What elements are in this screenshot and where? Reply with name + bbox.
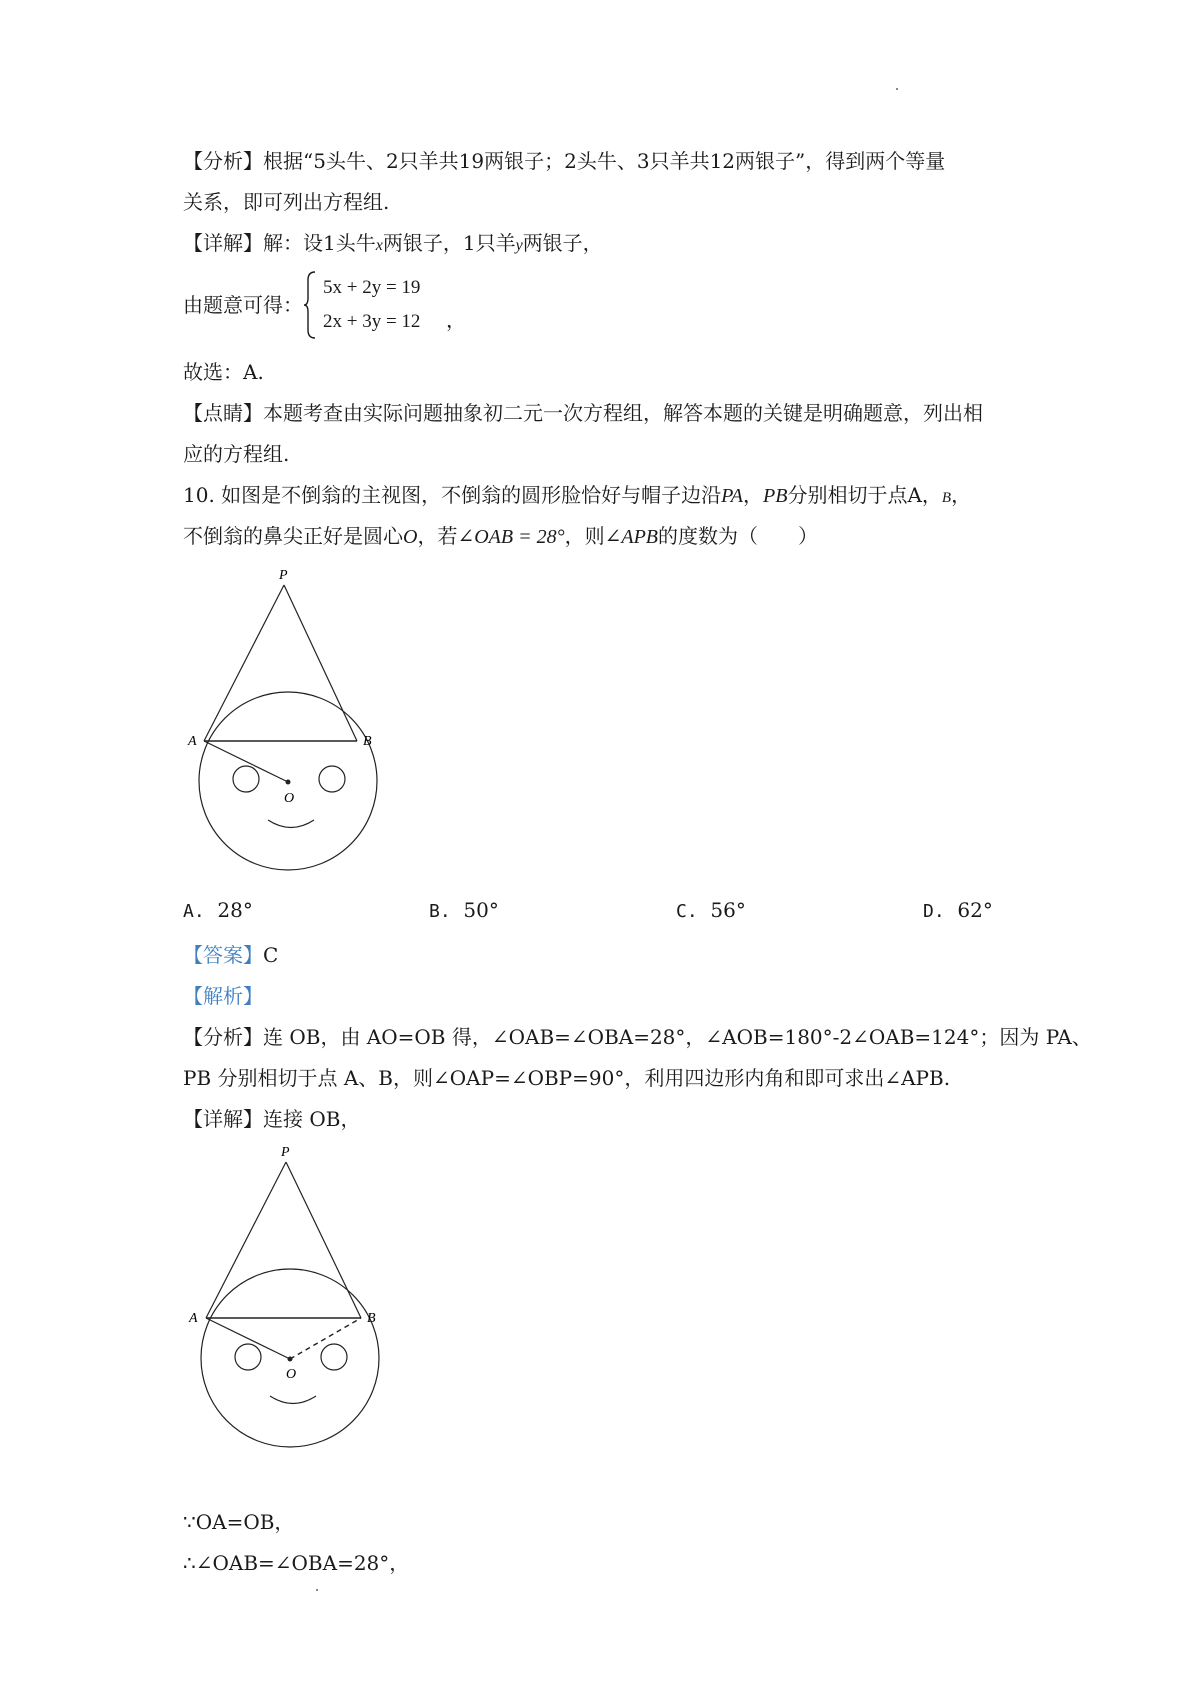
option-letter: D. (923, 901, 945, 922)
var-y: y (515, 237, 523, 254)
detail-text: 解：设1头牛 (263, 231, 376, 255)
question-sep: ， (951, 483, 972, 507)
tumbler-figure (180, 565, 400, 905)
equation-2: 2x + 3y = 12 (323, 311, 421, 332)
option-value: 50° (463, 898, 499, 922)
option-value: 56° (710, 898, 746, 922)
explanation-line (183, 982, 263, 1010)
option-letter: B. (429, 901, 451, 922)
detail-tag: 【详解】 (183, 231, 263, 255)
analysis2-text: 连 OB，由 AO=OB 得，∠OAB=∠OBA=28°，∠AOB=180°-2∠OAB=124°；因为 PA、 (263, 1025, 1092, 1049)
option-b[interactable] (429, 898, 499, 922)
option-a[interactable] (183, 898, 253, 922)
detail-text: 两银子， (522, 231, 603, 255)
question-line-2 (183, 522, 818, 551)
question-text: 不倒翁的鼻尖正好是圆心 (183, 524, 403, 548)
label-a: A (189, 1311, 198, 1326)
explanation-tag: 【解析】 (183, 984, 263, 1008)
analysis-tag: 【分析】 (183, 149, 263, 173)
answer-options (183, 898, 1083, 928)
var-x: x (375, 237, 383, 254)
step-line-2 (183, 1549, 409, 1577)
option-c[interactable] (676, 898, 746, 922)
point-o: O (403, 526, 418, 548)
equation-system (183, 270, 503, 340)
segment-pb: PB (763, 485, 788, 507)
question-text: 分别相切于点A， (787, 483, 942, 507)
detail-text: 两银子，1只羊 (382, 231, 516, 255)
step-because: ∵OA=OB， (183, 1510, 295, 1534)
brace-icon (303, 270, 317, 340)
detail2-text: 连接 OB， (263, 1107, 361, 1131)
option-letter: A. (183, 901, 205, 922)
detail2-tag: 【详解】 (183, 1107, 263, 1131)
analysis2-tag: 【分析】 (183, 1025, 263, 1049)
option-letter: C. (676, 901, 698, 922)
scan-dot (896, 88, 898, 90)
analysis-text-cont: 关系，即可列出方程组. (183, 190, 390, 214)
scan-dot (316, 1589, 318, 1591)
label-a: A (188, 734, 197, 749)
point-b: B (941, 490, 952, 506)
segment-pa: PA (721, 485, 744, 507)
comment-text: 本题考查由实际问题抽象初二元一次方程组，解答本题的关键是明确题意，列出相 (263, 401, 983, 425)
step-therefore: ∴∠OAB=∠OBA=28°， (183, 1551, 410, 1575)
comment-text-cont: 应的方程组. (183, 442, 290, 466)
analysis2-text-cont: PB 分别相切于点 A、B，则∠OAP=∠OBP=90°，利用四边形内角和即可求出∠APB. (183, 1066, 951, 1090)
analysis-text: 根据“5头牛、2只羊共19两银子；2头牛、3只羊共12两银子”，得到两个等量 (263, 149, 946, 173)
detail-line (183, 229, 603, 260)
question-text: ，则 (564, 524, 605, 548)
question-text: ，若 (417, 524, 458, 548)
analysis-line-1 (183, 147, 945, 175)
label-b: B (367, 1311, 376, 1326)
analysis2-line-1 (183, 1023, 1092, 1051)
comment-tag: 【点睛】 (183, 401, 263, 425)
detail2-line (183, 1105, 360, 1133)
analysis2-line-2 (183, 1064, 950, 1092)
tumbler-figure-with-ob (180, 1142, 400, 1482)
choice-line (183, 358, 264, 386)
label-b: B (363, 734, 372, 749)
equation-1: 5x + 2y = 19 (323, 277, 421, 298)
step-line-1 (183, 1508, 294, 1536)
answer-value: C (263, 943, 279, 967)
option-d[interactable] (923, 898, 993, 922)
comment-line-1 (183, 399, 983, 427)
option-value: 28° (217, 898, 253, 922)
answer-line (183, 941, 278, 969)
label-o: O (286, 1367, 297, 1382)
question-line-1 (183, 481, 971, 512)
question-text: 10. 如图是不倒翁的主视图，不倒翁的圆形脸恰好与帽子边沿 (183, 483, 722, 507)
given-angle: ∠OAB = 28° (457, 526, 565, 548)
label-p: P (279, 568, 288, 583)
comment-line-2 (183, 440, 289, 468)
question-text: 的度数为（ ） (658, 524, 819, 548)
equation-label: 由题意可得： (183, 293, 303, 317)
analysis-line-2 (183, 188, 389, 216)
choice-text: 故选：A. (183, 360, 264, 384)
question-sep: ， (743, 483, 764, 507)
label-p: P (281, 1145, 290, 1160)
equation-comma: ， (446, 308, 466, 332)
option-value: 62° (957, 898, 993, 922)
label-o: O (284, 791, 295, 806)
asked-angle: ∠APB (604, 526, 659, 548)
answer-tag: 【答案】 (183, 943, 263, 967)
